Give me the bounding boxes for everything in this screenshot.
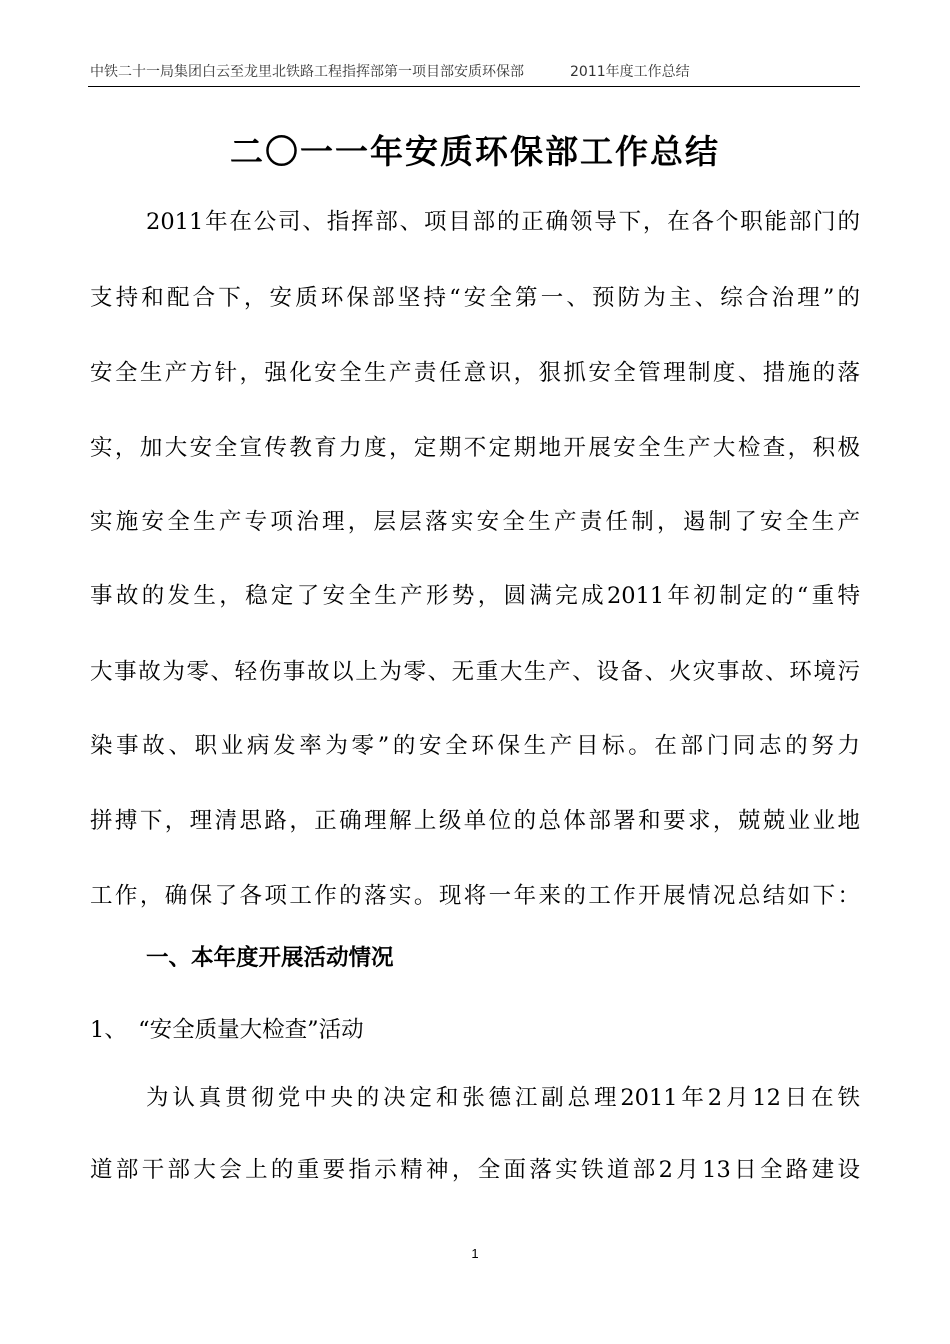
item-line: 为认真贯彻党中央的决定和张德江副总理2011年2月12日在铁 — [146, 1085, 860, 1111]
intro-line: 2011年在公司、指挥部、项目部的正确领导下，在各个职能部门的 — [146, 209, 860, 235]
intro-line: 支持和配合下，安质环保部坚持“安全第一、预防为主、综合治理”的 — [90, 285, 860, 311]
intro-line: 染事故、职业病发率为零”的安全环保生产目标。在部门同志的努力 — [90, 733, 860, 759]
intro-line: 拼搏下，理清思路，正确理解上级单位的总体部署和要求，兢兢业业地 — [90, 808, 860, 834]
item-line: 道部干部大会上的重要指示精神，全面落实铁道部2月13日全路建设 — [90, 1157, 860, 1183]
intro-line: 实，加大安全宣传教育力度，定期不定期地开展安全生产大检查，积极 — [90, 435, 860, 461]
intro-line: 实施安全生产专项治理，层层落实安全生产责任制，遏制了安全生产 — [90, 509, 860, 535]
document-title: 二〇一一年安质环保部工作总结 — [230, 132, 720, 171]
header-doc: 2011年度工作总结 — [570, 64, 690, 80]
intro-line: 大事故为零、轻伤事故以上为零、无重大生产、设备、火灾事故、环境污 — [90, 659, 860, 685]
header-rule — [88, 86, 860, 87]
item-heading: 1、 “安全质量大检查”活动 — [90, 1017, 364, 1043]
intro-line: 工作，确保了各项工作的落实。现将一年来的工作开展情况总结如下： — [90, 883, 860, 909]
intro-line: 安全生产方针，强化安全生产责任意识，狠抓安全管理制度、措施的落 — [90, 360, 860, 386]
header-org: 中铁二十一局集团白云至龙里北铁路工程指挥部第一项目部安质环保部 — [90, 64, 524, 80]
page-number: 1 — [471, 1246, 479, 1261]
header-text — [90, 62, 860, 82]
section-heading: 一、本年度开展活动情况 — [146, 945, 394, 971]
intro-line: 事故的发生，稳定了安全生产形势，圆满完成2011年初制定的“重特 — [90, 583, 860, 609]
